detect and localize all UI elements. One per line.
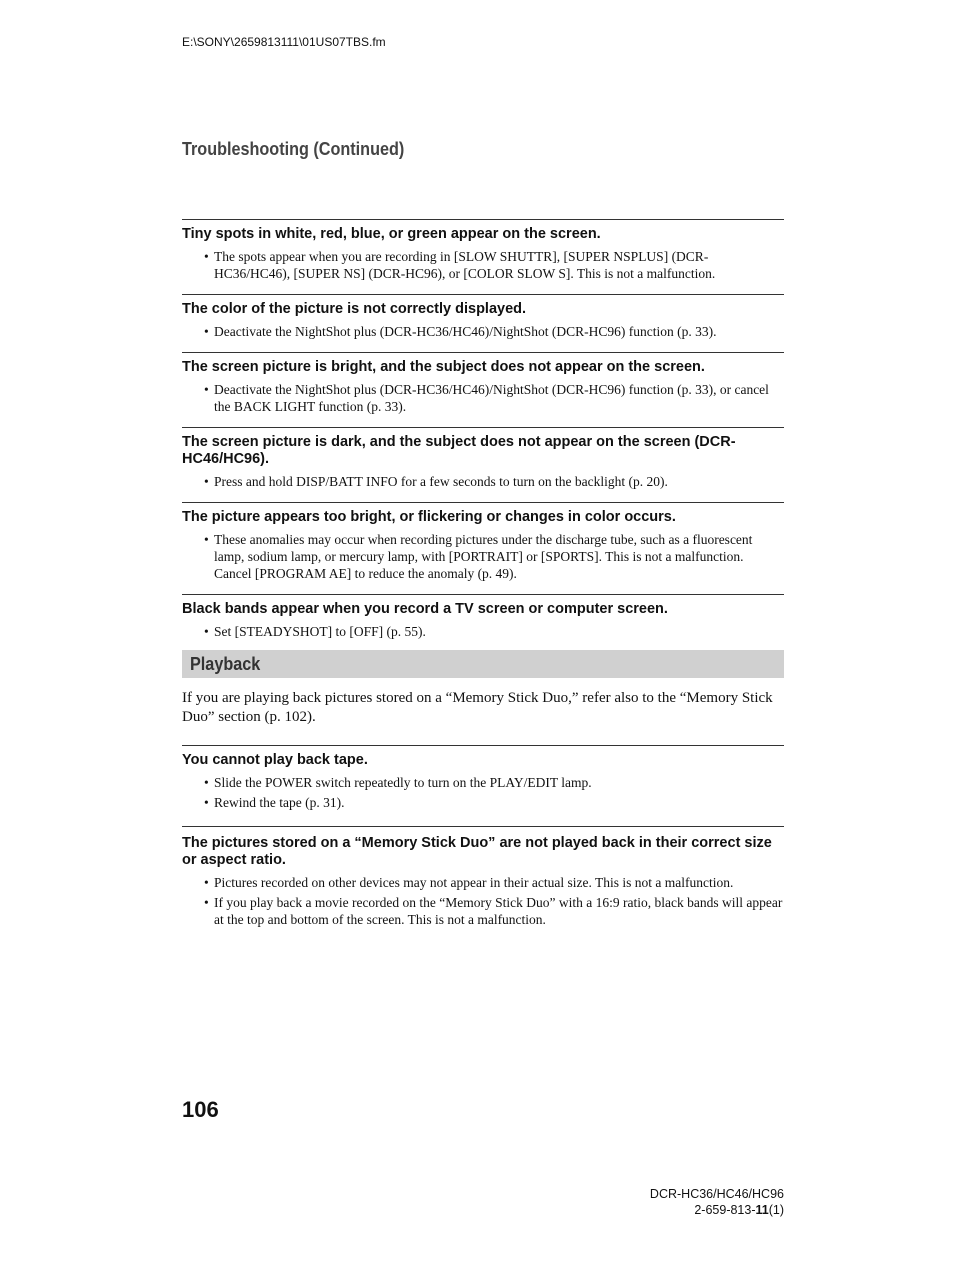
file-path: E:\SONY\2659813111\01US07TBS.fm (182, 35, 386, 49)
troubleshoot-item (182, 594, 784, 640)
bullet-item: • Press and hold DISP/BATT INFO for a few seconds to turn on the backlight (p. 20). (214, 473, 784, 490)
item-title: You cannot play back tape. (182, 752, 368, 768)
bullet-item: • If you play back a movie recorded on the “Memory Stick Duo” with a 16:9 ratio, black bands will appear at the top and bottom of the screen. This is not a malfunction. (214, 894, 784, 928)
bullet-list (182, 473, 784, 490)
item-title: The screen picture is dark, and the subject does not appear on the screen (DCR-HC46/HC96). (182, 434, 736, 467)
footer-model-info (650, 1186, 784, 1218)
bullet-item: • The spots appear when you are recording in [SLOW SHUTTR], [SUPER NSPLUS] (DCR-HC36/HC46), [SUPER NS] (DCR-HC96), or [COLOR SLOW S]. This is not a malfunction. (214, 248, 784, 282)
footer-code-suffix: (1) (768, 1203, 784, 1217)
section-heading-playback (182, 650, 784, 678)
section-heading-text: Playback (190, 654, 261, 674)
page-number: 106 (182, 1097, 219, 1122)
bullet-item: • Deactivate the NightShot plus (DCR-HC36/HC46)/NightShot (DCR-HC96) function (p. 33), or cancel the BACK LIGHT function (p. 33). (214, 381, 784, 415)
footer-code (650, 1202, 784, 1218)
bullet-item: • Set [STEADYSHOT] to [OFF] (p. 55). (214, 623, 784, 640)
bullet-list (182, 381, 784, 415)
item-title: The picture appears too bright, or flickering or changes in color occurs. (182, 509, 676, 525)
item-title: Tiny spots in white, red, blue, or green appear on the screen. (182, 226, 601, 242)
bullet-item: • Pictures recorded on other devices may not appear in their actual size. This is not a malfunction. (214, 874, 784, 891)
footer-model: DCR-HC36/HC46/HC96 (649, 1187, 784, 1201)
bullet-list (182, 874, 784, 928)
bullet-item: • Deactivate the NightShot plus (DCR-HC36/HC46)/NightShot (DCR-HC96) function (p. 33). (214, 323, 784, 340)
bullet-list (182, 623, 784, 640)
troubleshoot-item (182, 219, 784, 294)
bullet-item: • Slide the POWER switch repeatedly to turn on the PLAY/EDIT lamp. (214, 774, 784, 791)
bullet-list (182, 531, 784, 582)
item-title: The screen picture is bright, and the subject does not appear on the screen. (182, 359, 705, 375)
item-title: The color of the picture is not correctly displayed. (182, 301, 527, 317)
bullet-item: • Rewind the tape (p. 31). (214, 794, 784, 811)
troubleshoot-item (182, 502, 784, 594)
item-title: Black bands appear when you record a TV screen or computer screen. (182, 601, 668, 617)
footer-code-bold: 11 (755, 1203, 769, 1217)
bullet-item: • These anomalies may occur when recording pictures under the discharge tube, such as a fluorescent lamp, sodium lamp, or mercury lamp, with [PORTRAIT] or [SPORTS]. This is not a malfunction. Cancel [PROGRAM AE] to reduce the anomaly (p. 49). (214, 531, 784, 582)
troubleshoot-item (182, 826, 784, 928)
bullet-list (182, 774, 784, 811)
troubleshoot-item (182, 745, 784, 826)
bullet-list (182, 248, 784, 282)
section-intro: If you are playing back pictures stored on a “Memory Stick Duo,” refer also to the “Memory Stick Duo” section (p. 102). (182, 690, 773, 725)
item-title: The pictures stored on a “Memory Stick Duo” are not played back in their correct size or aspect ratio. (182, 835, 772, 868)
bullet-list (182, 323, 784, 340)
page-content (182, 219, 784, 931)
troubleshoot-item (182, 352, 784, 427)
footer-code-prefix: 2-659-813- (694, 1203, 756, 1217)
troubleshoot-item (182, 427, 784, 502)
troubleshoot-item (182, 294, 784, 352)
running-title: Troubleshooting (Continued) (182, 139, 405, 159)
